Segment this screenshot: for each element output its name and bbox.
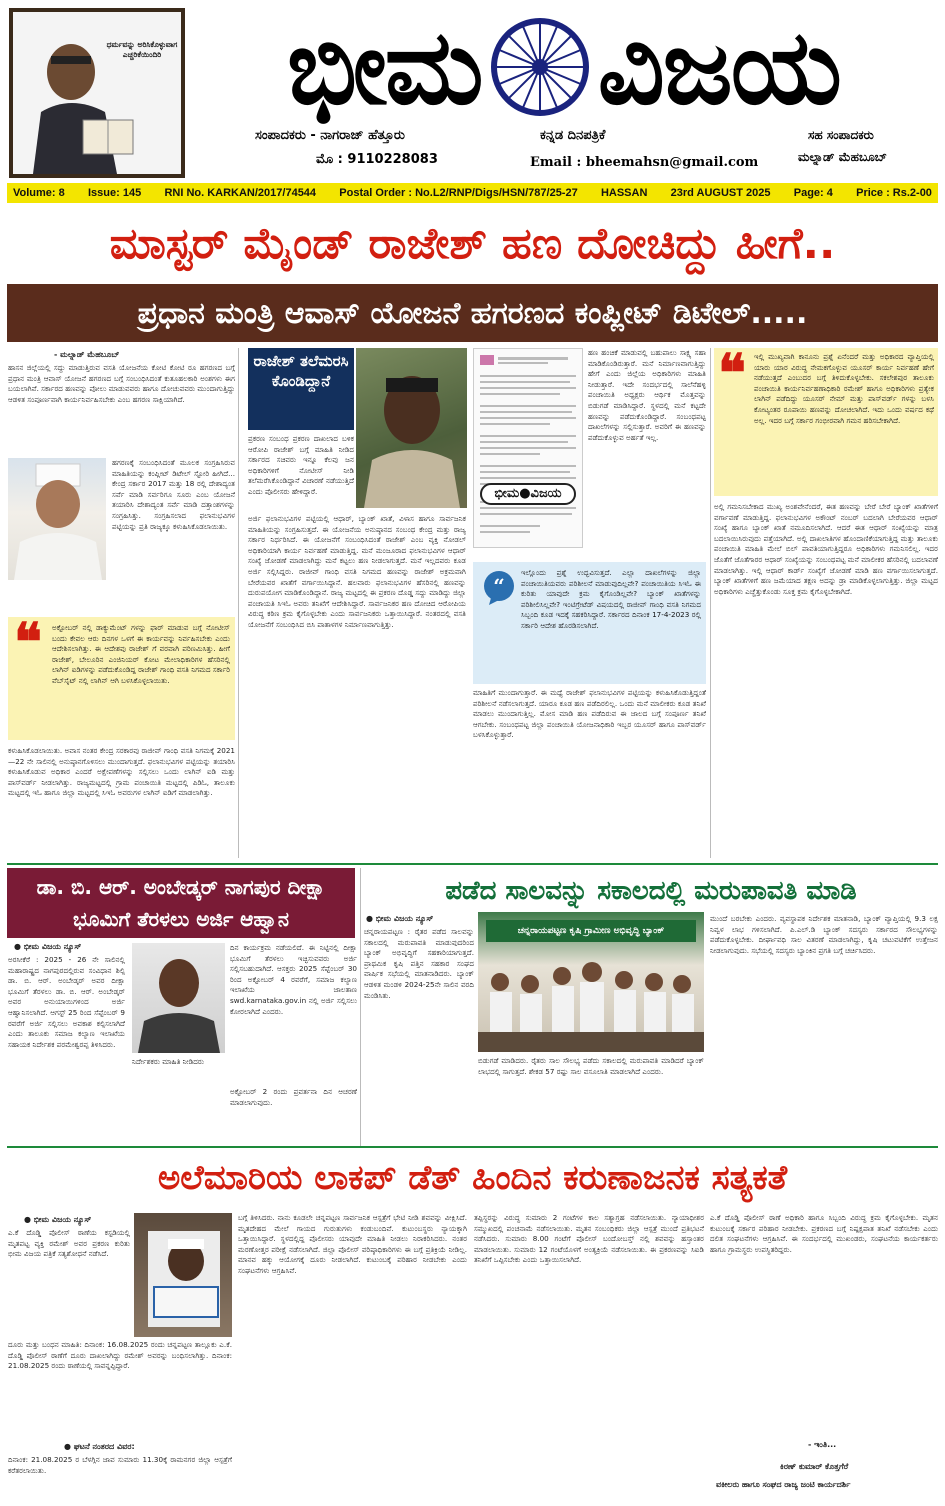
- story1-quote-3: ಇಲ್ಲಿ ಮುಖ್ಯವಾಗಿ ಕಾನೂನು ಪ್ರಶ್ನೆ ಏನೆಂದರೆ ಮತ್ತು ಅಧಿಕಾರದ ವ್ಯಾಪ್ತಿಯಲ್ಲಿ ಯಾರು ಯಾರ ವಿರುದ್ಧ ನೇಮಕಗೊಳ್ಳುವ ಯೂಸರ್ ಕಾರ್ಯ ನಿರ್ವಹಣೆ ಹೇಗೆ ನಡೆಯುತ್ತದೆ ಎಂಬುದರ ಬಗ್ಗೆ ತಿಳಿದುಕೊಳ್ಳಬೇಕು. ಸಕಲೇಶಪುರ ತಾಲೂಕು ಪಂಚಾಯಿತಿ ಕಾರ್ಯನಿರ್ವಹಣಾಧಿಕಾರಿ ರಮೇಶ್ ಹಾಗೂ ಅಧಿಕಾರಿಗಳು ಪ್ರತ್ಯೇಕ ಲಾಗಿನ್ ಪಡೆದಿದ್ದು ಯೂಸರ್ ನೇಮ್ ಮತ್ತು ಪಾಸ್‌ವರ್ಡ್ ಗಳನ್ನು ಬಳಸಿ ಕೋಟ್ಯಂತರ ರೂಪಾಯಿ ಹಣವನ್ನು ದೋಚಲಾಗಿದೆ. ಇದು ಒಂದು ವರ್ಷದ ಕಥೆ ಅಲ್ಲ. ಇದರ ಬಗ್ಗೆ ಸರ್ಕಾರ ಗಂಭೀರವಾಗಿ ಗಮನ ಹರಿಸಬೇಕಾಗಿದೆ.: [754, 352, 934, 425]
- story4-col1-tail: ದಿನಾಂಕ: 21.08.2025 ರ ಬೆಳಗ್ಗಿನ ಜಾವ ಸುಮಾರು 11.30ಕ್ಕೆ ರಾಮನಗರ ಜಿಲ್ಲಾ ಆಸ್ಪತ್ರೆಗೆ ಕರೆತರಲಾಯಿತು.: [8, 1455, 232, 1475]
- story1-quote-box-1: [8, 612, 235, 740]
- info-strip: [7, 183, 938, 203]
- story1-headline: ಮಾಸ್ಟರ್ ಮೈಂಡ್ ರಾಜೇಶ್ ಹಣ ದೋಚಿದ್ದು ಹೀಗೆ..: [109, 219, 836, 269]
- logo-left: ಭೀಮ: [286, 6, 482, 128]
- meeting-banner: ಚನ್ನರಾಯಪಟ್ಟಣ ಕೃಷಿ ಗ್ರಾಮೀಣ ಅಭಿವೃದ್ಧಿ ಬ್ಯಾಂಕ್: [486, 920, 696, 942]
- portrait-illustration: [13, 12, 181, 174]
- stamp-logo: ಭೀಮ●ವಿಜಯ: [480, 483, 576, 505]
- editor-line: ಸಂಪಾದಕರು - ನಾಗರಾಜ್ ಹೆತ್ತೂರು: [255, 128, 405, 143]
- story2-byline: ● ಭೀಮ ವಿಜಯ ನ್ಯೂಸ್: [14, 942, 82, 951]
- column-divider: [360, 868, 361, 1146]
- price: Price : Rs.2-00: [856, 187, 932, 199]
- signature-intro: - ಇಂತಿ...: [808, 1440, 837, 1449]
- email-line: Email : bheemahsn@gmail.com: [530, 155, 759, 170]
- story2-col-mid-bottom: ಅಕ್ಟೋಬರ್ 2 ರಂದು ಪ್ರವರ್ತನಾ ದಿನ ಆಚರಣೆ ಮಾಡಲಾಗುವುದು.: [230, 1087, 357, 1107]
- ambedkar-portrait: [9, 8, 185, 178]
- paper-type: ಕನ್ನಡ ದಿನಪತ್ರಿಕೆ: [540, 128, 606, 143]
- column-divider: [710, 348, 711, 858]
- postal-order: Postal Order : No.L2/RNP/Digs/HSN/787/25-27: [339, 187, 578, 199]
- newspaper-logo: [196, 8, 931, 126]
- navy-box-text: ರಾಜೇಶ್ ತಲೆಮರಸಿ ಕೊಂಡಿದ್ದಾನೆ: [253, 352, 349, 390]
- story2-photo: [132, 943, 225, 1053]
- rajesh-photo: [356, 348, 467, 508]
- story2-col-left: ಅರಸೀಕೆರೆ : 2025 - 26 ನೇ ಸಾಲಿನಲ್ಲಿ ಮಹಾರಾಷ್ಟ್ರದ ನಾಗಪುರದಲ್ಲಿರುವ ಸಂವಿಧಾನ ಶಿಲ್ಪಿ ಡಾ. ಬಿ. ಆರ್. ಅಂಬೇಡ್ಕರ್ ಅವರ ದೀಕ್ಷಾ ಭೂಮಿಗೆ ತೆರಳಲು ಡಾ. ಬಿ. ಆರ್. ಅಂಬೇಡ್ಕರ್ ಅವರ ಅನುಯಾಯಿಗಳಿಂದ ಅರ್ಜಿ ಆಹ್ವಾನಿಸಲಾಗಿದೆ. ಆಗಸ್ಟ್ 25 ರಿಂದ ಸೆಪ್ಟೆಂಬರ್ 9 ರವರೆಗೆ ಅರ್ಜಿ ಸಲ್ಲಿಸಲು ಅವಕಾಶ ಕಲ್ಪಿಸಲಾಗಿದೆ ಎಂದು ತಾಲೂಕು ಸಮಾಜ ಕಲ್ಯಾಣ ಇಲಾಖೆಯ ಸಹಾಯಕ ನಿರ್ದೇಶಕ ಪರಮೇಶ್ವರಪ್ಪ ತಿಳಿಸಿದರು.: [8, 955, 125, 1049]
- portrait-quote: ಧರ್ಮವನ್ನು ಅರಿಸಿಕೊಳ್ಳುವಾಗ ಎಚ್ಚರಿಕೆಯಿಂದಿರಿ: [106, 40, 178, 59]
- story1-byline: - ಮಲ್ನಾಡ್ ಮೆಹಬೂಬ್: [54, 350, 120, 359]
- person-silhouette-icon: [8, 458, 106, 580]
- coeditor-name: ಮಲ್ನಾಡ್ ಮೆಹಬೂಬ್: [798, 150, 887, 164]
- signature-title: ವಕೀಲರು ಹಾಗೂ ಸಂಘದ ರಾಜ್ಯ ಜಂಟಿ ಕಾರ್ಯದರ್ಶಿ: [716, 1480, 851, 1489]
- story1-col3-top: ಹಣ ಹಂಚಿಕೆ ಮಾಡುವಲ್ಲಿ ಬಹುಪಾಲು ಸಾಕ್ಷ್ಯ ಸಹಾ ಮಾಡಿಕೊಂಡಿರುತ್ತಾರೆ. ಮನೆ ನಿರ್ಮಾಣವಾಗುತ್ತಿದ್ದು ಹೇಗೆ ಎಂದು ಜಿಲ್ಲೆಯ ಅಧಿಕಾರಿಗಳು ಮಾಹಿತಿ ನೀಡುತ್ತಾರೆ. ಇದೇ ಸಂದರ್ಭದಲ್ಲಿ ಸಾಲೆನೆಹಳ್ಳಿ ಪಂಚಾಯಿತಿ ಅಧ್ಯಕ್ಷರು ಆರ್ಥಿಕ ಮೊತ್ತವನ್ನು ಬಿಡುಗಡೆ ಮಾಡಿಸಿದ್ದಾರೆ. ಸ್ಥಳದಲ್ಲಿ ಮನೆ ಕಟ್ಟದೇ ಹಣವನ್ನು ಪಡೆದುಕೊಂಡಿದ್ದಾರೆ. ಸಂಬಂಧಪಟ್ಟ ದಾಖಲೆಗಳನ್ನು ಸಲ್ಲಿಸುತ್ತಾರೆ. ಅವರಿಗೆ ಈ ಹಣವನ್ನು ಪಡೆದುಕೊಳ್ಳುವ ಅರ್ಹತೆ ಇಲ್ಲ.: [588, 348, 706, 442]
- issue: Issue: 145: [88, 187, 142, 199]
- story1-col1-side: ಹಗರಣಕ್ಕೆ ಸಂಬಂಧಿಸಿದಂತೆ ಮೂಲಕ ಸಂಗ್ರಹಿಸಿರುವ ಮಾಹಿತಿಯನ್ನು ಕಂಪ್ಲೀಟ್ ಡಿಟೇಲ್ ಸ್ಟೋರಿ ಹೀಗಿದೆ... ಕೇಂದ್ರ ಸರ್ಕಾರ 2017 ಮತ್ತು 18 ರಲ್ಲಿ ದೇಶಾದ್ಯಂತ ಸರ್ವೆ ಮಾಡಿ ಸರ್ವರಿಗೂ ಸೂರು ಎಂಬ ಯೋಜನೆ ತಯಾರಿಸಿ ದೇಶಾದ್ಯಂತ ಸರ್ವೆ ಮಾಡಿ ದತ್ತಾಂಶಗಳನ್ನು ಸಂಗ್ರಹಿಸಿತ್ತು. ಸಂಗ್ರಹಿಸಲಾದ ಫಲಾನುಭವಿಗಳ ಪಟ್ಟಿಯನ್ನು ಪ್ರತಿ ರಾಜ್ಯಕ್ಕೂ ಕಳುಹಿಸಿಕೊಡಲಾಯಿತು.: [112, 458, 235, 531]
- story2-col-mid: ದಿನ ಕಾರ್ಯಕ್ರಮ ನಡೆಯಲಿದೆ. ಈ ನಿಟ್ಟಿನಲ್ಲಿ ದೀಕ್ಷಾ ಭೂಮಿಗೆ ತೆರಳಲು ಇಚ್ಛಿಸುವವರು ಅರ್ಜಿ ಸಲ್ಲಿಸಬಹುದಾಗಿದೆ. ಆಸಕ್ತರು 2025 ಸೆಪ್ಟೆಂಬರ್ 30 ರಿಂದ ಅಕ್ಟೋಬರ್ 4 ರವರೆಗೆ, ಸಮಾಜ ಕಲ್ಯಾಣ ಇಲಾಖೆಯ ಜಾಲತಾಣ swd.karnataka.gov.in ನಲ್ಲಿ ಅರ್ಜಿ ಸಲ್ಲಿಸಲು ಕೋರಲಾಗಿದೆ ಎಂದರು.: [230, 943, 357, 1016]
- story1-col2-under-box: ಪ್ರಕರಣ ಸಂಬಂಧ ಪ್ರಕರಣ ದಾಖಲಾದ ಬಳಿಕ ಆರೋಪಿ ರಾಜೇಶ್ ಬಗ್ಗೆ ಮಾಹಿತಿ ನೀಡಿದ ಸರ್ಕಾರದ ಸಚಿವರು ಇನ್ನೂ ಕೆಲವು ಜನ ಅಧಿಕಾರಿಗಳಿಗೆ ನೋಟೀಸ್ ನೀಡಿ ತಲೆಮರೆಸಿಕೊಂಡಿದ್ದಾನೆ ವಿಚಾರಣೆ ನಡೆಯುತ್ತಿದೆ ಎಂದು ಪೊಲೀಸರು ಹೇಳಿದ್ದಾರೆ.: [248, 434, 354, 496]
- story4-col3: ತಪ್ಪಿಸ್ಥರನ್ನು ವಿರುದ್ಧ ಸುಮಾರು 2 ಗಂಟೆಗಳ ಕಾಲ ಸತ್ಯಾಗ್ರಹ ನಡೆಸಲಾಯಿತು. ನ್ಯಾಯಾಧೀಶರ ಸಮ್ಮುಖದಲ್ಲಿ ಪಂಚನಾಮೆ ನಡೆಸಲಾಯಿತು. ಮೃತನ ಸಂಬಂಧಿಕರು ಜಿಲ್ಲಾ ಆಸ್ಪತ್ರೆ ಮುಂದೆ ಪ್ರತಿಭಟನೆ ನಡೆಸಿದರು. ಸುಮಾರು 8.00 ಗಂಟೆಗೆ ಪೊಲೀಸ್ ಬಂದೋಬಸ್ತ್ ನಲ್ಲಿ ಶವವನ್ನು ಹಸ್ತಾಂತರ ಮಾಡಲಾಯಿತು. ಸುಮಾರು 12 ಗಂಟೆಯೊಳಗೆ ಅಂತ್ಯಕ್ರಿಯೆ ನಡೆಸಲಾಯಿತು. ಈ ಪ್ರಕರಣವನ್ನು ಸಿಐಡಿ ತನಿಖೆಗೆ ಒಪ್ಪಿಸಬೇಕು ಎಂದು ಒತ್ತಾಯಿಸಲಾಗಿದೆ.: [474, 1213, 704, 1265]
- story2-heading: ಡಾ. ಬಿ. ಆರ್. ಅಂಬೇಡ್ಕರ್ ನಾಗಪುರ ದೀಕ್ಷಾ ಭೂಮಿಗೆ ತೆರಳಲು ಅರ್ಜಿ ಆಹ್ವಾನ: [36, 875, 326, 931]
- signature-name: ಕಿರಣ್ ಕುಮಾರ್ ಕೊತ್ತಗೆರೆ: [780, 1462, 849, 1471]
- city: HASSAN: [600, 187, 648, 199]
- logo-right: ವಿಜಯ: [597, 6, 841, 128]
- quote-mark-icon: ❝: [718, 343, 746, 404]
- coeditor-title: ಸಹ ಸಂಪಾದಕರು: [808, 128, 874, 142]
- quote-mark-icon: ❝: [14, 612, 42, 673]
- story3-under-photo: ಬಿಡುಗಡೆ ಮಾಡಿದರು. ರೈತರು ಸಾಲ ಸೌಲಭ್ಯ ಪಡೆದು ಸಕಾಲದಲ್ಲಿ ಮರುಪಾವತಿ ಮಾಡಿದರೆ ಬ್ಯಾಂಕ್ ಲಾಭದಲ್ಲಿ ಸಾಗುತ್ತದೆ. ಶೇಕಡ 57 ರಷ್ಟು ಸಾಲ ವಸೂಲಾತಿ ಮಾಡಲಾಗಿದೆ ಎಂದರು.: [478, 1056, 704, 1076]
- story1-col1-bottom: ಕಳುಹಿಸಿಕೊಡಲಾಯಿತು. ಅವಾಸ ನಂತರ ಕೇಂದ್ರ ಸರಕಾರವು ರಾಜೀವ್ ಗಾಂಧಿ ವಸತಿ ನಿಗಮಕ್ಕೆ 2021—22 ನೇ ಸಾಲಿನಲ್ಲಿ ಅನುಷ್ಠಾನಗೊಳಿಸಲು ಮುಂದಾಗುತ್ತದೆ. ಫಲಾನುಭವಿಗಳ ಪಟ್ಟಿಯನ್ನು ತಯಾರಿಸಿ ಕಳುಹಿಸಿಕೊಡುವ ಅಧಿಕಾರ ಎಂದರೆ ಅಕ್ಷೇಪಣೆಗಳನ್ನು ಸಲ್ಲಿಸಲು ಒಂದು ಲಾಗಿನ್ ಐಡಿ ಮತ್ತು ಪಾಸ್‌ವರ್ಡ್ ನೀಡಲಾಗಿತ್ತು. ರಾಜ್ಯಮಟ್ಟದಲ್ಲಿ ಗ್ರಾಮ ಪಂಚಾಯಿತಿ ಮಟ್ಟದಲ್ಲಿ ಪಿಡಿಓ, ತಾಲೂಕು ಮಟ್ಟದಲ್ಲಿ ಇಓ ಹಾಗೂ ಜಿಲ್ಲಾ ಮಟ್ಟದಲ್ಲಿ ಸಿಇಓ ಅವರುಗಳ ಲಾಗಿನ್ ಐಡಿಗೆ ಮಾಡಲಾಗಿತ್ತು.: [8, 746, 235, 798]
- story1-col4-body: ಅಲ್ಲಿ ಗಮನಿಸಬೇಕಾದ ಮುಖ್ಯ ಅಂಶವೇನೆಂದರೆ, ಈತ ಹಣವನ್ನು ಬೇರೆ ಬೇರೆ ಬ್ಯಾಂಕ್ ಖಾತೆಗಳಿಗೆ ವರ್ಗಾವಣೆ ಮಾಡುತ್ತಿದ್ದ. ಫಲಾನುಭವಿಗಳ ಅಕೌಂಟ್ ನಂಬರ್ ಬದಲಾಗಿ ಬೇರೆಯವರ ಆಧಾರ್ ಸಂಖ್ಯೆ ಹಾಗೂ ಬ್ಯಾಂಕ್ ಖಾತೆ ನಮೂದಿಸಲಾಗಿದೆ. ಆದರೆ ಈತ ಆಧಾರ್ ಸಂಖ್ಯೆಯನ್ನು ಮಾತ್ರ ಬದಲಾಯಿಸಿರುವುದು ಪತ್ತೆಯಾಗಿದೆ. ಅಲ್ಲಿ ದಾಖಲಾತಿಗಳ ಹೊಂದಾಣಿಕೆಯಾಗುತ್ತಿದ್ದ ಮತ್ತು ತಾಲೂಕು ಪಂಚಾಯಿತಿ ಮಾಹಿತಿ ಮೇಲೆ ಬಿಲ್ ಪಾವತಿಯಾಗುತ್ತಿದ್ದರೂ ಅಧಿಕಾರಿಗಳು ಗಮನಿಸಲಿಲ್ಲ. ಇದರ ಜೊತೆಗೆ ಜೊತೆಗಾರರ ಆಧಾರ್ ಸಂಖ್ಯೆಯನ್ನು ಸಂಬಂಧಪಟ್ಟ ಮನೆ ಮಾಲೀಕರ ಹೆಸರಿನಲ್ಲಿ ಬದಲಾವಣೆ ಮಾಡಲಾಗಿತ್ತು. ಇಲ್ಲಿ ಆಧಾರ್ ಕಾರ್ಡ್ ಸಂಖ್ಯೆಗೆ ಜೋಡಣೆ ಮಾಡಿ ಹಣ ವರ್ಗಾಯಿಸಲಾಗುತ್ತದೆ. ಬ್ಯಾಂಕ್ ಖಾತೆಗಳಿಗೆ ಹಣ ಜಮೆಯಾದ ತಕ್ಷಣ ಅದನ್ನು ಡ್ರಾ ಮಾಡಿಕೊಳ್ಳಲಾಗುತ್ತಿತ್ತು. ಜಿಲ್ಲಾ ಮಟ್ಟದ ಅಧಿಕಾರಿಗಳು ಎಚ್ಚೆತ್ತುಕೊಂಡು ಸೂಕ್ತ ಕ್ರಮ ಕೈಗೊಳ್ಳಬೇಕಾಗಿದೆ.: [714, 502, 938, 596]
- person-photo-1: [8, 458, 106, 580]
- story1-banner: ಪ್ರಧಾನ ಮಂತ್ರಿ ಆವಾಸ್ ಯೋಜನೆ ಹಗರಣದ ಕಂಪ್ಲೀಟ್ ಡಿಟೇಲ್.....: [7, 284, 938, 342]
- story2-caption: ನಿರ್ದೇಶಕರು ಮಾಹಿತಿ ನೀಡಿದರು: [132, 1057, 204, 1066]
- deceased-person-illustration: [134, 1213, 232, 1337]
- story1-quote-1: ಅಕ್ಟೋಬರ್ ನಲ್ಲಿ ಡಾಕ್ಯುಮೆಂಟ್ ಗಳನ್ನು ಫಾರ್ ಮಾಡುವ ಬಗ್ಗೆ ನೋಟೀಸ್ ಬಂದು ಕೇವಲ ಆರು ದಿನಗಳ ಒಳಗೆ ಈ ಕಾರ್ಯವನ್ನು ನಿರ್ವಹಿಸಬೇಕು ಎಂದು ಆದೇಶಿಸಲಾಗಿತ್ತು. ಈ ಆದೇಶವು ರಾಜೇಶ್ ಗೆ ವರವಾಗಿ ಪರಿಣಮಿಸಿತ್ತು. ಹೀಗೆ ರಾಜೇಶ್, ಬೇಲೂರಿನ ಎಂಜಿನಿಯರ್ ಕೋಟ ಮೇಲಾಧಿಕಾರಿಗಳ ಹೆಸರಿನಲ್ಲಿ ಲಾಗಿನ್ ಐಡಿಗಳನ್ನು ಪಡೆದುಕೊಂಡಿದ್ದ ರಾಜೇಶ್ ಗಾಂಧಿ ವಸತಿ ನಿಗಮದ ಸರ್ಕಾರಿ ವೆಬ್‌ಸೈಟ್ ನಲ್ಲಿ ಲಾಗಿನ್ ಆಗಿ ಬಳಸಿಕೊಳ್ಳಲಾಯಿತು.: [52, 623, 230, 685]
- section-rule: [7, 863, 938, 865]
- story1-quote-box-3: [714, 343, 938, 496]
- story1-navy-box: [248, 348, 354, 430]
- story4-col1-top: ಎ.ಕೆ ದೊಡ್ಡಿ ಪೊಲೀಸ್ ಠಾಣೆಯ ಕಸ್ಟಡಿಯಲ್ಲಿ ಮೃತಪಟ್ಟ ವ್ಯಕ್ತಿ ರಮೇಶ್ ಅವರ ಪ್ರಕರಣ ಕುರಿತು ಭೀಮ ವಿಜಯ ಪತ್ರಿಕೆ ಸತ್ಯಶೋಧನೆ ನಡೆಸಿದೆ.: [8, 1228, 130, 1259]
- page-number: Page: 4: [793, 187, 833, 199]
- volume: Volume: 8: [13, 187, 65, 199]
- story3-heading: ಪಡೆದ ಸಾಲವನ್ನು ಸಕಾಲದಲ್ಲಿ ಮರುಪಾವತಿ ಮಾಡಿ: [445, 876, 857, 906]
- story1-col2-body: ಅರ್ಜಿ ಫಲಾನುಭವಿಗಳ ಪಟ್ಟಿಯಲ್ಲಿ ಆಧಾರ್, ಬ್ಯಾಂಕ್ ಖಾತೆ, ವಿಳಾಸ ಹಾಗೂ ಸಾರ್ವಜನಿಕ ಮಾಹಿತಿಯನ್ನು ಸಂಗ್ರಹಿಸುತ್ತದೆ. ಈ ಯೋಜನೆಯ ಅನುಷ್ಠಾನದ ಸಂಬಂಧ ಕೇಂದ್ರ ಮತ್ತು ರಾಜ್ಯ ಸರ್ಕಾರ ನಿರ್ಧರಿಸಿದೆ. ಈ ಯೋಜನೆಗೆ ಸಂಬಂಧಿಸಿದಂತೆ ರಾಜೇಶ್ ಎಂಬ ವ್ಯಕ್ತಿ ನೋಡಲ್ ಅಧಿಕಾರಿಯಾಗಿ ಕಾರ್ಯ ನಿರ್ವಹಣೆ ಮಾಡುತ್ತಿದ್ದ. ಮನೆ ಮಂಜೂರಾದ ಫಲಾನುಭವಿಗಳ ಆಧಾರ್ ಸಂಖ್ಯೆ ಜೋಡಣೆ ಮಾಡಲಾಗಿದ್ದು ಮನೆ ಕಟ್ಟಲು ಹಣ ನೀಡಲಾಗುತ್ತದೆ. ಮನೆ ಇಲ್ಲದವರು ಕೂಡ ಅರ್ಜಿ ಸಲ್ಲಿಸಿದ್ದರು. ರಾಜೀವ್ ಗಾಂಧಿ ವಸತಿ ನಿಗಮದ ಹಣವನ್ನು ರಾಜೇಶ್ ಅಕ್ರಮವಾಗಿ ಬೇರೆಯವರ ಖಾತೆಗೆ ವರ್ಗಾಯಿಸಿದ್ದಾನೆ. ಹಲವಾರು ಫಲಾನುಭವಿಗಳ ಹೆಸರಿನಲ್ಲಿ ಹಣವನ್ನು ದುರುಪಯೋಗ ಮಾಡಿಕೊಂಡಿದ್ದಾನೆ. ರಾಜ್ಯ ಮಟ್ಟದಲ್ಲಿ ಈ ಪ್ರಕರಣ ದೊಡ್ಡ ಸದ್ದು ಮಾಡಿದ್ದು ಜಿಲ್ಲಾ ಪಂಚಾಯತಿ ಸಿಇಓ ಅವರು ತನಿಖೆಗೆ ಆದೇಶಿಸಿದ್ದಾರೆ. ಸಾರ್ವಜನಿಕರ ಹಣ ದೋಚಿದ ಆರೋಪಿಯ ವಿರುದ್ಧ ಕಠಿಣ ಕ್ರಮ ಕೈಗೊಳ್ಳಬೇಕು ಎಂದು ಸಾರ್ವಜನಿಕರು ಒತ್ತಾಯಿಸಿದ್ದಾರೆ. ನಂತರದಲ್ಲಿ ವಸತಿ ಯೋಜನೆಗೆ ಸಂಬಂಧಿಸಿದ ಬಿಸಿ ಪಾತಾಳಗಳ ನಿರ್ಮಾಣವಾಗುತ್ತಿತ್ತು.: [248, 514, 466, 629]
- story4-col4: ಎ.ಕೆ ದೊಡ್ಡಿ ಪೊಲೀಸ್ ಠಾಣೆ ಅಧಿಕಾರಿ ಹಾಗೂ ಸಿಬ್ಬಂದಿ ವಿರುದ್ಧ ಕ್ರಮ ಕೈಗೊಳ್ಳಬೇಕು. ಮೃತನ ಕುಟುಂಬಕ್ಕೆ ಸರ್ಕಾರ ಪರಿಹಾರ ನೀಡಬೇಕು. ಪ್ರಕರಣದ ಬಗ್ಗೆ ನಿಷ್ಪಕ್ಷಪಾತ ತನಿಖೆ ನಡೆಸಬೇಕು ಎಂದು ದಲಿತ ಸಂಘಟನೆಗಳು ಆಗ್ರಹಿಸಿವೆ. ಈ ಸಂದರ್ಭದಲ್ಲಿ ಮುಖಂಡರು, ಸಂಘಟನೆಯ ಕಾರ್ಯಕರ್ತರು ಹಾಗೂ ಗ್ರಾಮಸ್ಥರು ಉಪಸ್ಥಿತರಿದ್ದರು.: [710, 1213, 938, 1254]
- story4-headline: ಅಲೆಮಾರಿಯ ಲಾಕಪ್ ಡೆತ್ ಹಿಂದಿನ ಕರುಣಾಜನಕ ಸತ್ಯಕತೆ: [157, 1158, 788, 1198]
- section-rule: [7, 1146, 938, 1148]
- story1-col3-bottom: ಮಾಹಿತಿಗೆ ಮುಂದಾಗುತ್ತಾರೆ. ಈ ಮಧ್ಯೆ ರಾಜೇಶ್ ಫಲಾನುಭವಿಗಳ ಪಟ್ಟಿಯನ್ನು ಕಳುಹಿಸಿಕೊಡುತ್ತಿದ್ದಂತೆ ಪರಿಶೀಲನೆ ನಡೆಸಲಾಗುತ್ತದೆ. ಯಾರೂ ಕೂಡ ಹಣ ಪಡೆದಿರಲಿಲ್ಲ. ಒಂದು ಮನೆ ಮಾಲೀಕರು ಕೂಡ ತನಿಖೆ ಮಾಡಲು ಮುಂದಾಗುತ್ತಿಲ್ಲ. ಮೋಸ ಮಾಡಿ ಹಣ ಪಡೆದಿರುವ ಈ ಜಾಲದ ಬಗ್ಗೆ ಸಂಪೂರ್ಣ ತನಿಖೆ ಆಗಬೇಕು. ಸಂಬಂಧಪಟ್ಟ ಜಿಲ್ಲಾ ಪಂಚಾಯಿತಿ ಯೋಜನಾಧಿಕಾರಿ ಇಬ್ಬರ ಯೂಸರ್ ಹಾಗೂ ಪಾಸ್‌ವರ್ಡ್ ಬಳಸಿಕೊಳ್ಳುತ್ತಾರೆ.: [473, 688, 706, 740]
- svg-text:“: “: [493, 574, 505, 598]
- story3-col-right: ಮುಂದೆ ಬರಬೇಕು ಎಂದರು. ವ್ಯವಸ್ಥಾಪಕ ನಿರ್ದೇಶಕ ಮಾತನಾಡಿ, ಬ್ಯಾಂಕ್ ವ್ಯಾಪ್ತಿಯಲ್ಲಿ 9.3 ಲಕ್ಷ ನಿವ್ವಳ ಲಾಭ ಗಳಿಸಲಾಗಿದೆ. ಪಿ.ಎಲ್.ಡಿ ಬ್ಯಾಂಕ್ ಸದಸ್ಯರು ಸರ್ಕಾರದ ಸೌಲಭ್ಯಗಳನ್ನು ಪಡೆದುಕೊಳ್ಳಬೇಕು. ದೀರ್ಘಾವಧಿ ಸಾಲ ವಿತರಣೆ ಮಾಡಲಾಗಿದ್ದು, ಕೃಷಿ ಚಟುವಟಿಕೆಗೆ ಉತ್ತೇಜನ ನೀಡಲಾಗುವುದು. ಸಭೆಯಲ್ಲಿ ಸದಸ್ಯರು ಬ್ಯಾಂಕಿನ ಪ್ರಗತಿ ಬಗ್ಗೆ ಚರ್ಚಿಸಿದರು.: [710, 914, 938, 955]
- speech-bubble-icon: [481, 570, 517, 606]
- issue-date: 23rd AUGUST 2025: [670, 187, 771, 199]
- story1-quote-2: ಇಲ್ಲೊಂದು ಪ್ರಶ್ನೆ ಉದ್ಭವಿಸುತ್ತದೆ. ಎಲ್ಲಾ ದಾಖಲೆಗಳನ್ನು ಜಿಲ್ಲಾ ಪಂಚಾಯಿತಿಯವರು ಪರಿಶೀಲನೆ ಮಾಡುವುದಿಲ್ಲವೇ? ಪಂಚಾಯಿತಿಯ ಸಿಇಓ ಈ ಕುರಿತು ಯಾವುದೇ ಕ್ರಮ ಕೈಗೊಂಡಿಲ್ಲವೇ? ಬ್ಯಾಂಕ್ ಖಾತೆಗಳನ್ನು ಪರಿಶೀಲಿಸಿಲ್ಲವೇ? ಇಂಟಿಗ್ರೇಟೆಡ್ ವಿಷಯದಲ್ಲಿ ರಾಜೀವ್ ಗಾಂಧಿ ವಸತಿ ನಿಗಮದ ಸಿಬ್ಬಂದಿ ಕೂಡ ಇದಕ್ಕೆ ಸಹಕರಿಸಿದ್ದಾರೆ. ಸರ್ಕಾರದ ದಿನಾಂಕ 17-4-2023 ರಲ್ಲಿ ಸರ್ಕಾರಿ ಆದೇಶ ಹೊರಡಿಸಲಾಗಿದೆ.: [521, 568, 701, 630]
- document-image: [473, 348, 583, 548]
- column-divider: [238, 348, 239, 858]
- story1-quote-box-2: [473, 562, 706, 684]
- meeting-people-illustration: [478, 946, 704, 1052]
- story4-col2: ಬಗ್ಗೆ ತಿಳಿಸಿದರು. ನಾನು ಕೂಡಲೇ ಚನ್ನಪಟ್ಟಣ ಸಾರ್ವಜನಿಕ ಆಸ್ಪತ್ರೆಗೆ ಭೇಟಿ ನೀಡಿ ಶವವನ್ನು ವೀಕ್ಷಿಸಿದೆ. ಮೃತದೇಹದ ಮೇಲೆ ಗಾಯದ ಗುರುತುಗಳು ಕಂಡುಬಂದಿವೆ. ಕುಟುಂಬಸ್ಥರು ನ್ಯಾಯಕ್ಕಾಗಿ ಒತ್ತಾಯಿಸಿದ್ದಾರೆ. ಸ್ಥಳದಲ್ಲಿದ್ದ ಪೊಲೀಸರು ಯಾವುದೇ ಮಾಹಿತಿ ನೀಡಲು ನಿರಾಕರಿಸಿದರು. ನಂತರ ಮರಣೋತ್ತರ ಪರೀಕ್ಷೆ ನಡೆಸಲಾಗಿದೆ. ಜಿಲ್ಲಾ ಪೊಲೀಸ್ ವರಿಷ್ಠಾಧಿಕಾರಿಗಳು ಈ ಬಗ್ಗೆ ಪ್ರತಿಕ್ರಿಯೆ ನೀಡಿಲ್ಲ. ಮಾನವ ಹಕ್ಕು ಆಯೋಗಕ್ಕೆ ದೂರು ನೀಡಲಾಗಿದೆ. ಕುಟುಂಬಕ್ಕೆ ಪರಿಹಾರ ನೀಡಬೇಕು ಎಂದು ಸಂಘಟನೆಗಳು ಆಗ್ರಹಿಸಿವೆ.: [238, 1213, 467, 1275]
- story3-photo: [478, 912, 704, 1052]
- document-lines-icon: [474, 349, 582, 547]
- rni-number: RNI No. KARKAN/2017/74544: [164, 187, 317, 199]
- person-silhouette-icon: [356, 348, 467, 508]
- phone-line: ಮೊ : 9110228083: [316, 152, 438, 167]
- story4-byline: ● ಭೀಮ ವಿಜಯ ನ್ಯೂಸ್: [24, 1215, 92, 1224]
- person-silhouette-icon: [132, 943, 225, 1053]
- story4-subhead: ● ಘಟನೆ ನಂತರದ ವಿವರ:: [64, 1442, 135, 1451]
- story4-photo: [134, 1213, 232, 1337]
- story1-col1-top: ಹಾಸನ ಜಿಲ್ಲೆಯಲ್ಲಿ ಸದ್ದು ಮಾಡುತ್ತಿರುವ ವಸತಿ ಯೋಜನೆಯ ಕೋಟಿ ಕೋಟಿ ರೂ ಹಗರಣದ ಬಗ್ಗೆ ಪ್ರಧಾನ ಮಂತ್ರಿ ಆವಾಸ್ ಯೋಜನೆ ಹಗರಣದ ಬಗ್ಗೆ ಸಂಬಂಧಿಸಿದಂತೆ ಕುತೂಹಲಕಾರಿ ಅಂಶಗಳು ಈಗ ಬಯಲಾಗಿವೆ. ಸರ್ಕಾರದ ಹಣವನ್ನು ಪೋಲು ಮಾಡುವವರು ಹಾಗೂ ದೋಚುವವರು ಮುಂದಾಗುತ್ತಿದ್ದು ಆಡಳಿತ ಸಂಪೂರ್ಣವಾಗಿ ಕಾರ್ಯನಿರ್ವಹಿಸಬೇಕು ಎಂಬ ಹಗರಣ ಸಾಕ್ಷಿಯಾಗಿದೆ.: [8, 363, 235, 404]
- ashoka-chakra-icon: [488, 15, 592, 119]
- story3-col-left: ಚನ್ನರಾಯಪಟ್ಟಣ : ರೈತರ ಪಡೆದ ಸಾಲವನ್ನು ಸಕಾಲದಲ್ಲಿ ಮರುಪಾವತಿ ಮಾಡುವುದರಿಂದ ಬ್ಯಾಂಕ್ ಅಭಿವೃದ್ಧಿಗೆ ಸಹಕಾರಿಯಾಗುತ್ತದೆ. ಪ್ರಾಥಮಿಕ ಕೃಷಿ ಪತ್ತಿನ ಸಹಕಾರ ಸಂಘದ ವಾರ್ಷಿಕ ಸಭೆಯಲ್ಲಿ ಮಾತನಾಡಿದರು. ಬ್ಯಾಂಕ್ ಆಡಳಿತ ಮಂಡಳಿ 2024-25ನೇ ಸಾಲಿನ ವರದಿ ಮಂಡಿಸಿತು.: [364, 927, 474, 1000]
- story2-heading-box: [7, 868, 355, 938]
- story4-col1-bottom: ದೂರು ಮತ್ತು ಬಂಧನ ಮಾಹಿತಿ: ದಿನಾಂಕ: 16.08.2025 ರಂದು ಚನ್ನಪಟ್ಟಣ ತಾಲ್ಲೂಕು ಎ.ಕೆ. ದೊಡ್ಡಿ ಪೊಲೀಸ್ ಠಾಣೆಗೆ ದೂರು ದಾಖಲಾಗಿದ್ದು ರಮೇಶ್ ಅವರನ್ನು ಬಂಧಿಸಲಾಗಿತ್ತು. ದಿನಾಂಕ: 21.08.2025 ರಂದು ಠಾಣೆಯಲ್ಲಿ ಸಾವನ್ನಪ್ಪಿದ್ದಾರೆ.: [8, 1340, 232, 1371]
- story3-byline: ● ಭೀಮ ವಿಜಯ ನ್ಯೂಸ್: [366, 914, 434, 923]
